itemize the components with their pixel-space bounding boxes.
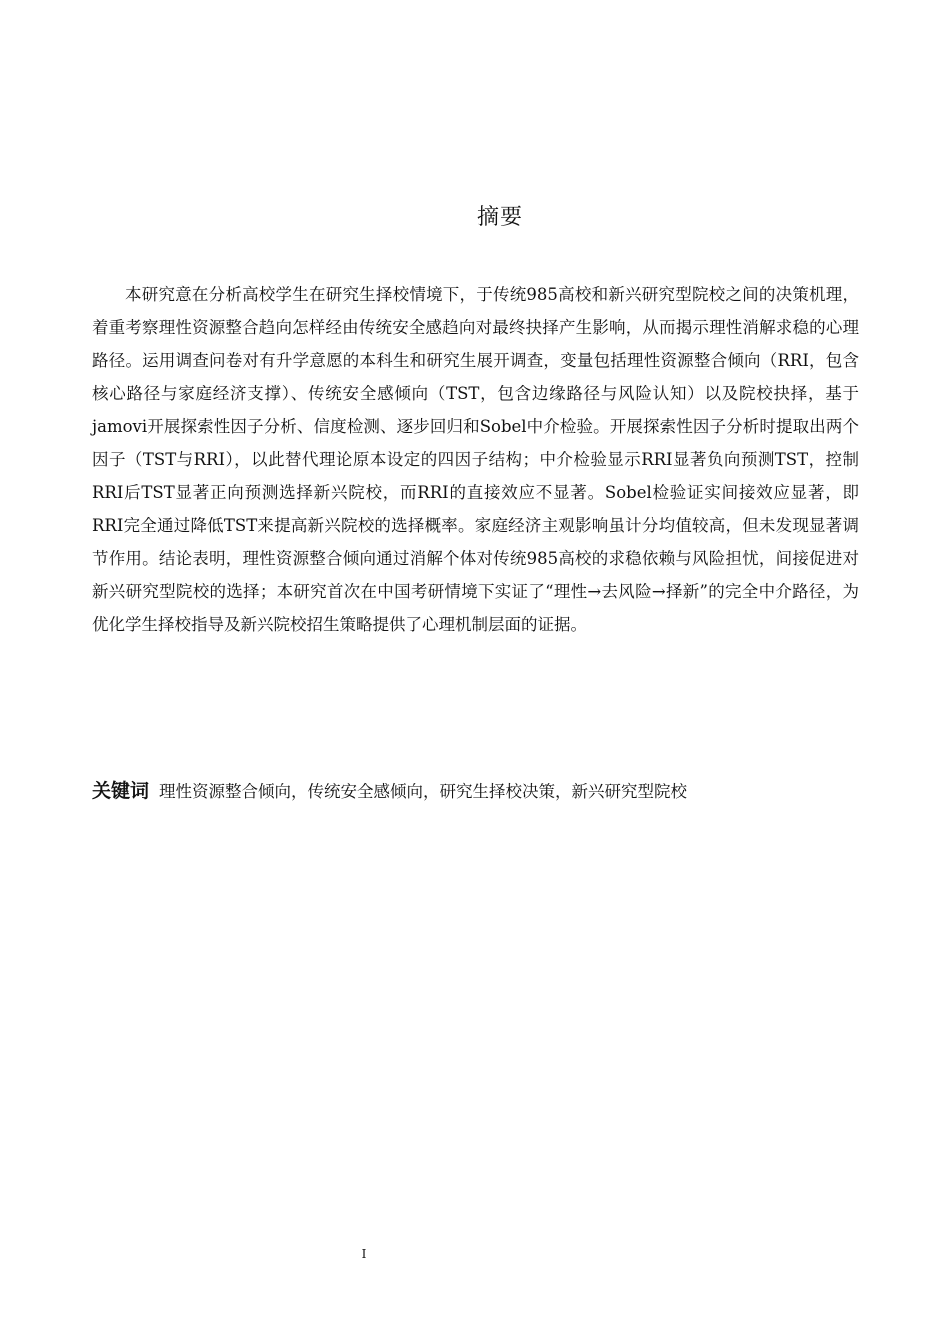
abstract-title: 摘要 (476, 205, 523, 230)
page-number: I (361, 1247, 367, 1261)
keywords-label: 关键词 (92, 780, 150, 802)
abstract-body: 本研究意在分析高校学生在研究生择校情境下，于传统985高校和新兴研究型院校之间的决策机理，着重考察理性资源整合趋向怎样经由传统安全感趋向对最终抉择产生影响，从而揭示理性消解求稳的心理路径。运用调查问卷对有升学意愿的本科生和研究生展开调查，变量包括理性资源整合倾向（RRI，包含核心路径与家庭经济支撑）、传统安全感倾向（TST，包含边缘路径与风险认知）以及院校抉择，基于jamovi开展探索性因子分析、信度检测、逐步回归和Sobel中介检验。开展探索性因子分析时提取出两个因子（TST与RRI），以此替代理论原本设定的四因子结构；中介检验显示RRI显著负向预测TST，控制RRI后TST显著正向预测选择新兴院校，而RRI的直接效应不显著。Sobel检验证实间接效应显著，即RRI完全通过降低TST来提高新兴院校的选择概率。家庭经济主观影响虽计分均值较高，但未发现显著调节作用。结论表明，理性资源整合倾向通过消解个体对传统985高校的求稳依赖与风险担忧，间接促进对新兴研究型院校的选择；本研究首次在中国考研情境下实证了“理性→去风险→择新”的完全中介路径，为优化学生择校指导及新兴院校招生策略提供了心理机制层面的证据。 (92, 285, 859, 634)
keywords-text: 理性资源整合倾向，传统安全感倾向，研究生择校决策，新兴研究型院校 (159, 782, 688, 801)
keywords-line (92, 775, 859, 808)
